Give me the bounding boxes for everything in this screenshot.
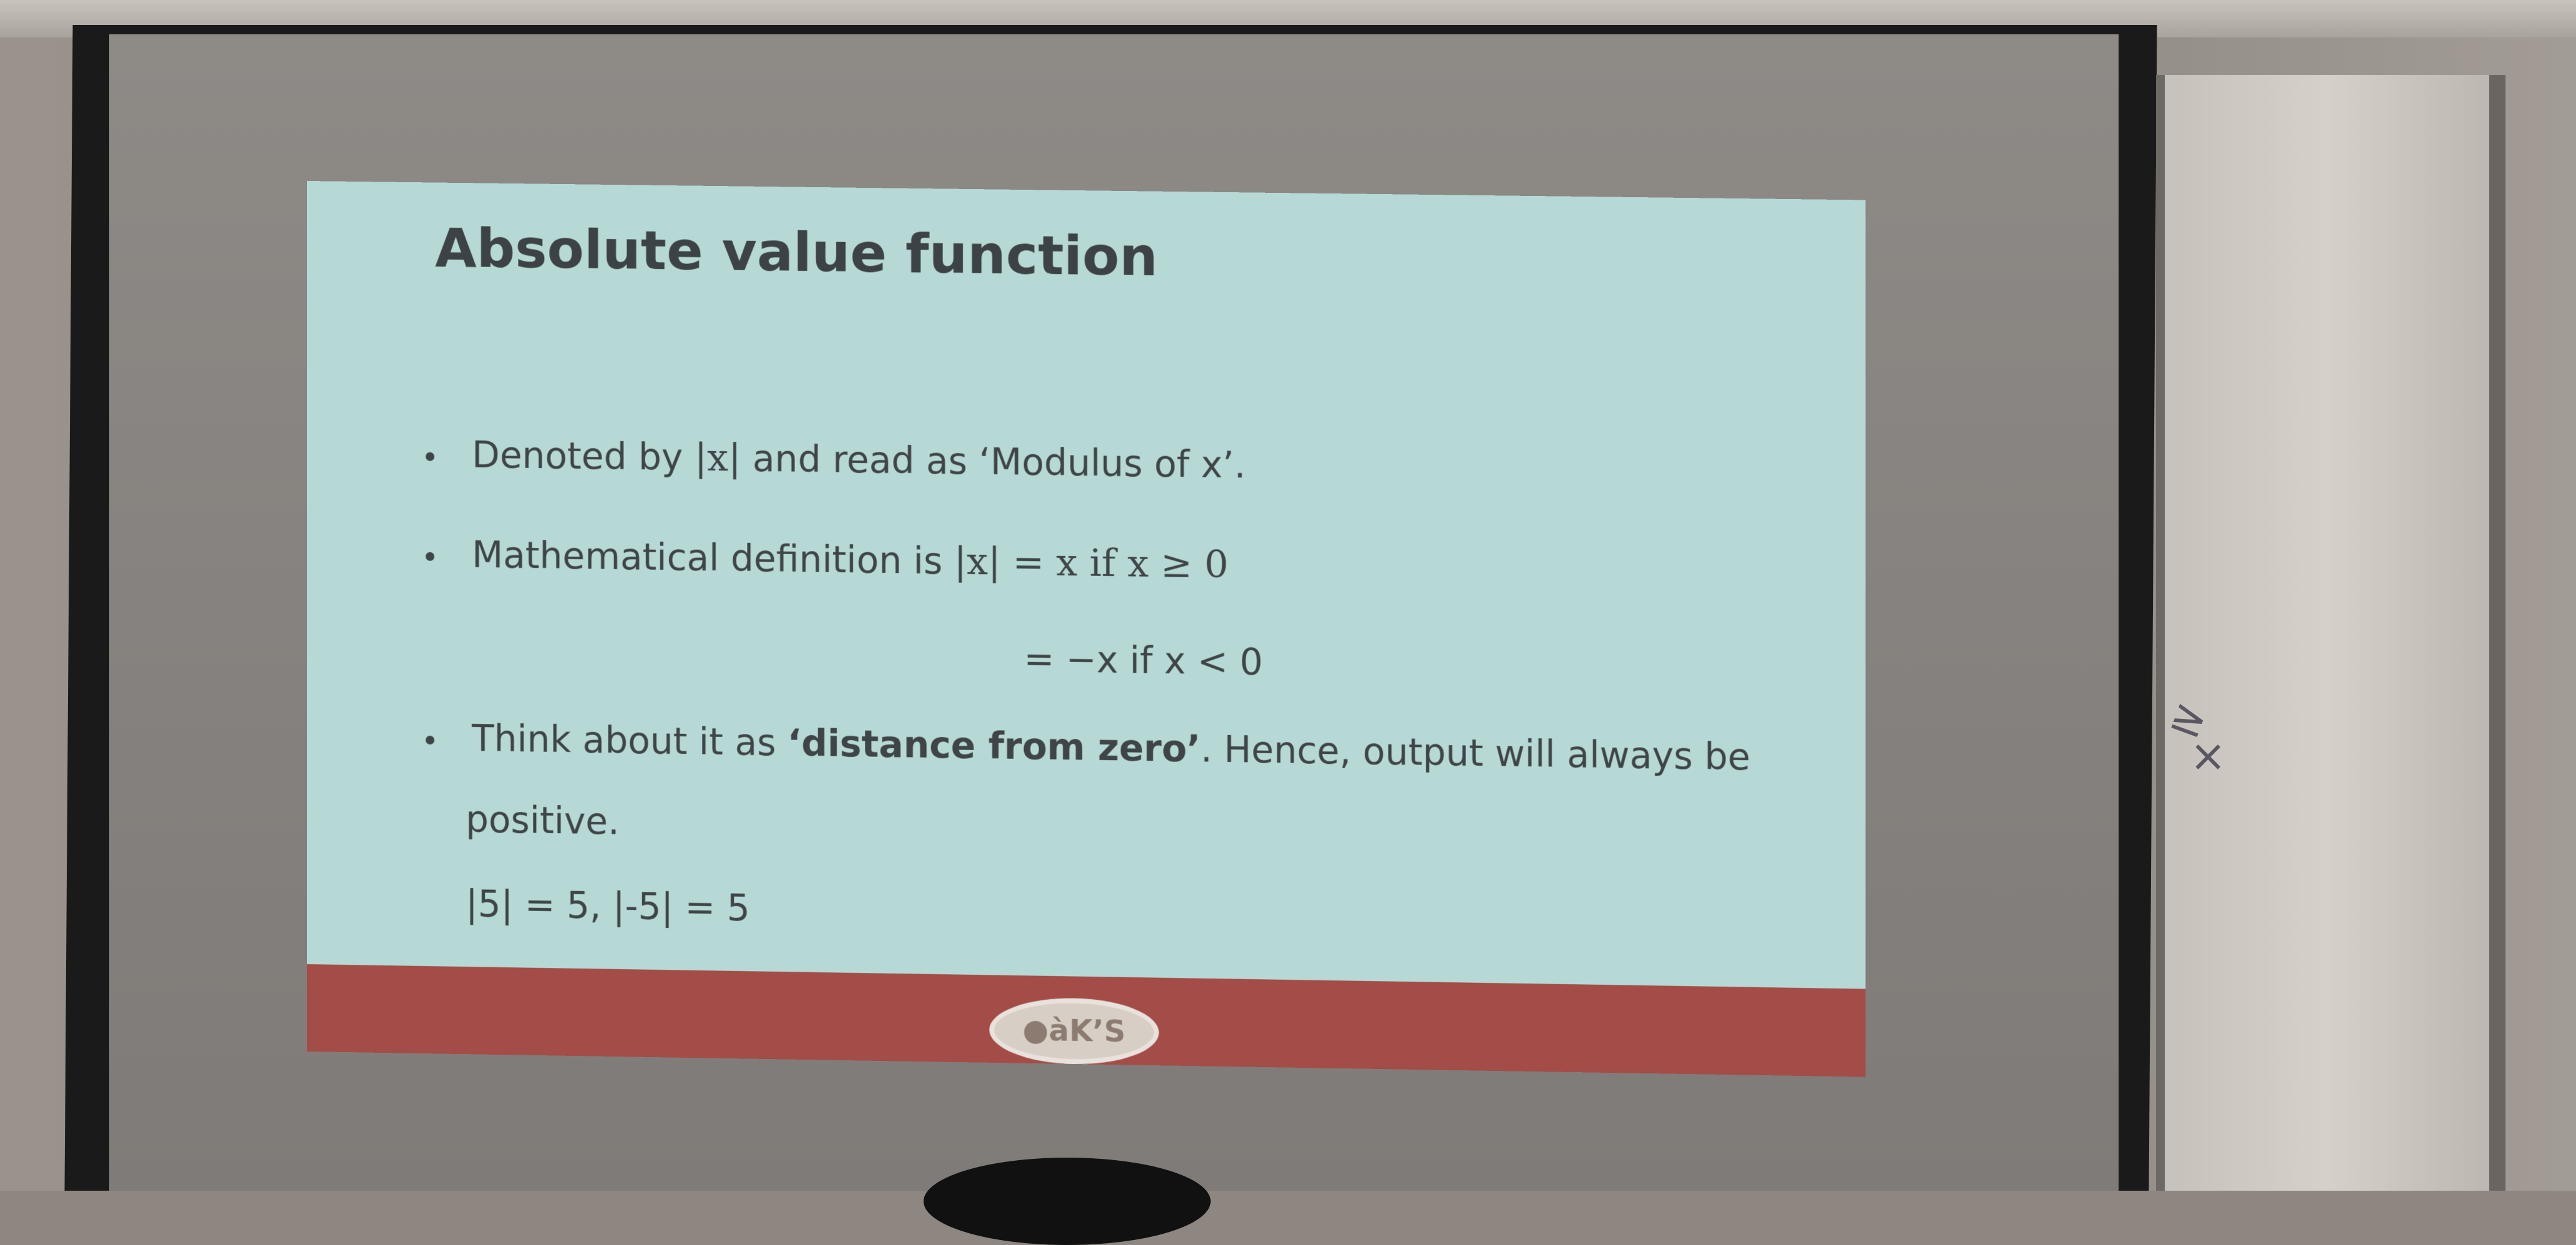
bullet-2 [426, 532, 1228, 587]
definition-line-2: = −x if x < 0 [1023, 637, 1263, 684]
bullet-2-prefix: Mathematical definition is [472, 533, 954, 583]
whiteboard-mark-1: ≥ [2163, 688, 2215, 749]
slide-title: Absolute value function [435, 217, 1158, 289]
bullet-1-prefix: Denoted by [472, 433, 695, 479]
bullet-3-bold: ‘distance from zero’ [787, 721, 1201, 771]
example-line: |5| = 5, |-5| = 5 [466, 882, 750, 930]
bullet-3-continuation: positive. [466, 798, 620, 843]
bullet-2-math: |x| = x if x ≥ 0 [954, 539, 1229, 587]
bullet-dot [426, 736, 434, 745]
footer-logo: ●àK’S [989, 997, 1159, 1065]
bullet-1 [426, 432, 1246, 487]
whiteboard-mark-2: × [2190, 730, 2227, 781]
bullet-1-suffix: and read as ‘Modulus of x’. [741, 437, 1246, 487]
bullet-3-prefix: Think about it as [472, 716, 788, 764]
whiteboard [2156, 75, 2505, 1191]
bullet-dot [426, 552, 434, 561]
bullet-1-math: |x| [694, 436, 741, 481]
presentation-slide [307, 181, 1866, 1050]
audience-head-silhouette [924, 1158, 1211, 1245]
bullet-3-suffix: . Hence, output will always be [1201, 728, 1750, 779]
bullet-3 [426, 716, 1750, 779]
bullet-dot [426, 452, 434, 461]
